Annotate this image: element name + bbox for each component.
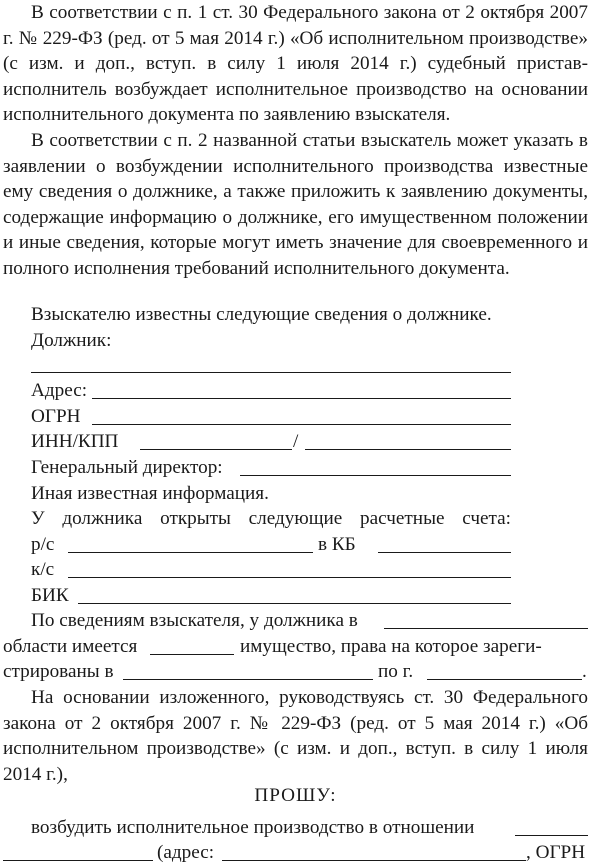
ogrn-field[interactable] (92, 424, 511, 425)
known-info-text: Взыскателю известны следующие сведения о должнике. (31, 304, 492, 325)
bik-label: БИК (31, 585, 69, 606)
debtor-label: Должник: (31, 330, 112, 351)
accounts-intro-text: У должника открыты следующие расчетные счета: (31, 508, 511, 529)
other-info-text: Иная известная информация. (31, 483, 269, 504)
property-line-3b: по г. (378, 661, 414, 682)
ks-field[interactable] (68, 577, 511, 578)
paragraph-debtor-info: В соответствии с п. 2 названной статьи взыскатель может указать в заявлении о возбуждении исполнительного производства известные ему сведения о должнике, а также приложить к заявлению документы, содержащие информацию о должнике, его имущественном положении и иные сведения, которые могут иметь значение для своевременного и полного исполнения требований исполнительного документа. (3, 130, 588, 279)
inn-field[interactable] (140, 449, 292, 450)
director-label: Генеральный директор: (31, 457, 223, 478)
address-label: Адрес: (31, 380, 88, 401)
property-line-2a: области имеется (3, 636, 138, 657)
request-debtor-field[interactable] (515, 835, 588, 836)
property-line-3a: стрированы в (3, 661, 114, 682)
property-type-field[interactable] (150, 654, 234, 655)
prosu-heading: ПРОШУ: (254, 785, 337, 806)
property-line-2b: имущество, права на которое зареги- (240, 636, 542, 657)
registered-in-field[interactable] (123, 679, 373, 680)
paragraph-legal-basis: В соответствии с п. 1 ст. 30 Федерального закона от 2 октября 2007 г. № 229-ФЗ (ред. от 5 мая 2014 г.) «Об исполнительном производстве» (с изм. и доп., вступ. в силу 1 июля 2014 г.) судебный пристав-исполнитель возбуждает исполнительное производство на основании исполнительного документа по заявлению взыскателя. (3, 2, 588, 126)
property-line-1: По сведениям взыскателя, у должника в (31, 610, 358, 631)
ks-label: к/с (31, 559, 55, 580)
request-debtor-field-cont[interactable] (3, 860, 153, 861)
inn-kpp-label: ИНН/КПП (31, 431, 119, 452)
address-field[interactable] (92, 398, 511, 399)
property-line-3c: . (582, 661, 587, 682)
property-region-field[interactable] (384, 628, 588, 629)
request-line-2b: , ОГРН (526, 842, 586, 863)
request-address-field[interactable] (222, 860, 526, 861)
kpp-field[interactable] (305, 449, 511, 450)
debtor-name-field[interactable] (31, 372, 511, 373)
kb-field[interactable] (378, 552, 511, 553)
rs-label: р/с (31, 534, 55, 555)
director-field[interactable] (240, 475, 511, 476)
rs-field[interactable] (68, 552, 313, 553)
inn-kpp-separator: / (293, 431, 299, 452)
kb-label: в КБ (318, 534, 356, 555)
city-field[interactable] (427, 679, 582, 680)
request-line-2a: (адрес: (157, 842, 215, 863)
request-line-1: возбудить исполнительное производство в отношении (31, 817, 475, 838)
bik-field[interactable] (78, 603, 511, 604)
ogrn-label: ОГРН (31, 406, 81, 427)
paragraph-basis: На основании изложенного, руководствуясь ст. 30 Федерального закона от 2 октября 2007 г. № 229-ФЗ (ред. от 5 мая 2014 г.) «Об исполнительном производстве» (с изм. и доп., вступ. в силу 1 июля 2014 г.), (3, 687, 588, 785)
